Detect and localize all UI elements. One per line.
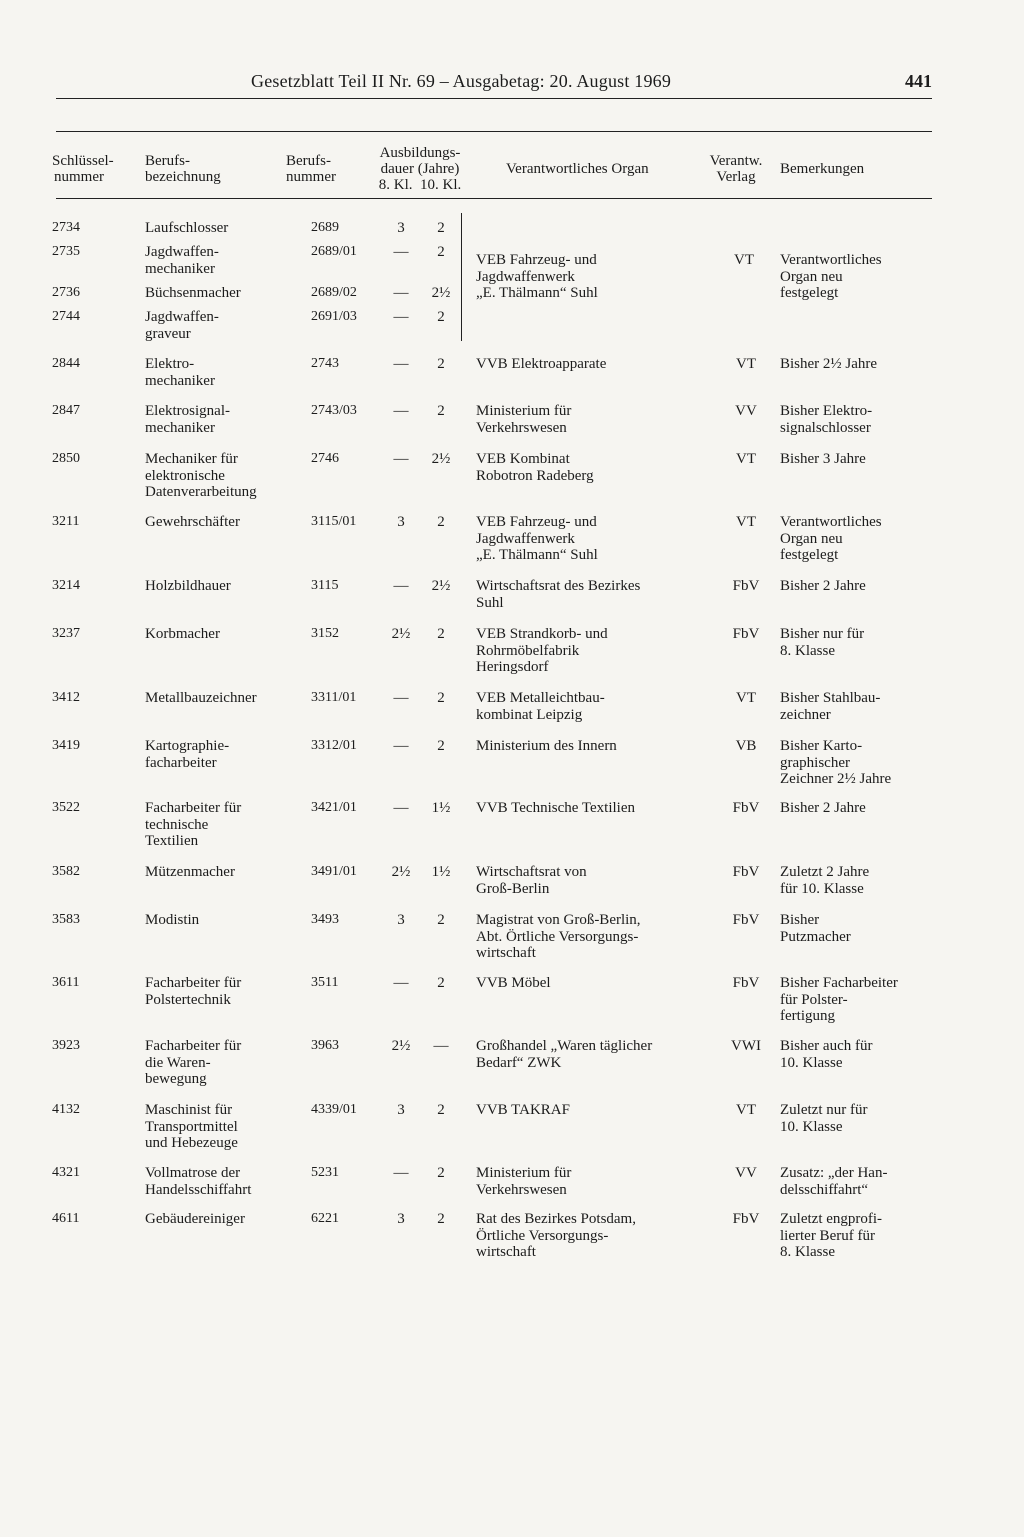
row-organ: VVB TAKRAF — [476, 1102, 570, 1118]
row-number: 3312/01 — [311, 738, 357, 753]
row-publisher: FbV — [732, 626, 760, 642]
group-organ: VEB Fahrzeug- und Jagdwaffenwerk „E. Thälmann“ Suhl — [476, 252, 598, 301]
row-key: 2844 — [52, 356, 80, 371]
row-duration-10: 2 — [437, 1102, 445, 1118]
row-name: Holzbildhauer — [145, 578, 231, 594]
row-duration-10: 2 — [437, 356, 445, 372]
column-header-key: Schlüssel- nummer — [52, 153, 114, 185]
row-organ: VVB Möbel — [476, 975, 551, 991]
row-duration-10: 2 — [437, 912, 445, 928]
row-name: Jagdwaffen- mechaniker — [145, 244, 219, 277]
row-organ: Rat des Bezirkes Potsdam, Örtliche Versorgungs- wirtschaft — [476, 1211, 636, 1260]
row-duration-8: 2½ — [391, 626, 411, 642]
row-name: Facharbeiter für technische Textilien — [145, 800, 242, 849]
row-number: 3511 — [311, 975, 339, 990]
column-header-publisher: Verantw. Verlag — [709, 153, 763, 185]
row-duration-8: — — [393, 975, 409, 991]
row-name: Gebäudereiniger — [145, 1211, 245, 1227]
page-header — [56, 68, 932, 98]
row-name: Büchsenmacher — [145, 285, 241, 301]
row-key: 3419 — [52, 738, 80, 753]
row-key: 3237 — [52, 626, 80, 641]
row-name: Facharbeiter für die Waren- bewegung — [145, 1038, 242, 1087]
row-number: 2743 — [311, 356, 339, 371]
row-key: 3923 — [52, 1038, 80, 1053]
row-organ: Wirtschaftsrat des Bezirkes Suhl — [476, 578, 641, 611]
row-key: 4611 — [52, 1211, 80, 1226]
row-duration-8: 2½ — [391, 864, 411, 880]
row-publisher: VV — [735, 403, 757, 419]
group-brace — [461, 213, 470, 341]
row-remarks: Bisher 3 Jahre — [780, 451, 866, 467]
row-remarks: Bisher Stahlbau- zeichner — [780, 690, 881, 723]
row-organ: Ministerium des Innern — [476, 738, 617, 754]
row-remarks: Zuletzt 2 Jahre für 10. Klasse — [780, 864, 870, 897]
row-number: 3115 — [311, 578, 339, 593]
row-number: 2743/03 — [311, 403, 357, 418]
row-name: Facharbeiter für Polstertechnik — [145, 975, 242, 1008]
row-duration-10: 2 — [437, 1165, 445, 1181]
row-remarks: Bisher nur für 8. Klasse — [780, 626, 865, 659]
row-key: 2850 — [52, 451, 80, 466]
row-remarks: Zuletzt nur für 10. Klasse — [780, 1102, 868, 1135]
row-key: 2744 — [52, 309, 80, 324]
row-duration-10: 2 — [437, 403, 445, 419]
row-duration-10: 2½ — [431, 578, 451, 594]
row-duration-10: 2 — [437, 514, 445, 530]
group-publisher: VT — [734, 252, 754, 268]
row-number: 3421/01 — [311, 800, 357, 815]
row-publisher: VB — [735, 738, 757, 754]
row-number: 2689/01 — [311, 244, 357, 259]
row-number: 6221 — [311, 1211, 339, 1226]
row-duration-10: 1½ — [431, 864, 451, 880]
row-duration-8: — — [393, 309, 409, 325]
row-duration-8: — — [393, 800, 409, 816]
row-number: 3493 — [311, 912, 339, 927]
column-header-name: Berufs- bezeichnung — [145, 153, 221, 185]
group-remarks: Verantwortliches Organ neu festgelegt — [780, 252, 882, 301]
row-duration-10: 2 — [437, 220, 445, 236]
row-number: 5231 — [311, 1165, 339, 1180]
column-header-duration: Ausbildungs- dauer (Jahre) 8. Kl. 10. Kl. — [378, 145, 462, 193]
row-name: Jagdwaffen- graveur — [145, 309, 219, 342]
row-remarks: Bisher auch für 10. Klasse — [780, 1038, 873, 1071]
row-duration-10: 2 — [437, 309, 445, 325]
row-publisher: VT — [736, 451, 756, 467]
row-key: 3611 — [52, 975, 80, 990]
row-name: Korbmacher — [145, 626, 220, 642]
row-duration-8: — — [393, 244, 409, 260]
row-organ: Großhandel „Waren täglicher Bedarf“ ZWK — [476, 1038, 653, 1071]
header-rule — [56, 98, 932, 99]
row-publisher: VT — [736, 1102, 756, 1118]
row-key: 2735 — [52, 244, 80, 259]
table-top-rule — [56, 131, 932, 132]
row-name: Elektro- mechaniker — [145, 356, 215, 389]
row-name: Metallbauzeichner — [145, 690, 257, 706]
row-key: 3412 — [52, 690, 80, 705]
row-duration-10: 2 — [437, 1211, 445, 1227]
table-header-rule — [56, 198, 932, 199]
row-key: 2734 — [52, 220, 80, 235]
row-duration-10: 2½ — [431, 285, 451, 301]
row-publisher: FbV — [732, 1211, 760, 1227]
column-header-organ: Verantwortliches Organ — [506, 161, 649, 177]
row-duration-10: 2 — [437, 690, 445, 706]
column-header-number: Berufs- nummer — [286, 153, 336, 185]
row-publisher: VT — [736, 690, 756, 706]
row-duration-8: — — [393, 403, 409, 419]
row-number: 3963 — [311, 1038, 339, 1053]
row-key: 3522 — [52, 800, 80, 815]
row-key: 2847 — [52, 403, 80, 418]
row-name: Kartographie- facharbeiter — [145, 738, 230, 771]
row-key: 3214 — [52, 578, 80, 593]
row-remarks: Zuletzt engprofi- lierter Beruf für 8. Klasse — [780, 1211, 883, 1260]
row-number: 4339/01 — [311, 1102, 357, 1117]
row-name: Mechaniker für elektronische Datenverarbeitung — [145, 451, 257, 500]
row-duration-10: 2 — [437, 626, 445, 642]
row-key: 3583 — [52, 912, 80, 927]
row-duration-10: 2 — [437, 975, 445, 991]
row-key: 4321 — [52, 1165, 80, 1180]
row-number: 3311/01 — [311, 690, 357, 705]
row-organ: VEB Strandkorb- und Rohrmöbelfabrik Heringsdorf — [476, 626, 608, 675]
row-name: Maschinist für Transportmittel und Hebezeuge — [145, 1102, 238, 1151]
row-remarks: Verantwortliches Organ neu festgelegt — [780, 514, 882, 563]
row-duration-8: — — [393, 451, 409, 467]
row-remarks: Bisher Facharbeiter für Polster- fertigung — [780, 975, 898, 1024]
row-organ: Wirtschaftsrat von Groß-Berlin — [476, 864, 587, 897]
row-duration-10: — — [433, 1038, 449, 1054]
row-duration-8: 3 — [397, 220, 405, 236]
row-remarks: Bisher 2 Jahre — [780, 800, 866, 816]
row-number: 2689/02 — [311, 285, 357, 300]
row-publisher: VWI — [731, 1038, 761, 1054]
row-number: 2689 — [311, 220, 339, 235]
row-duration-8: — — [393, 285, 409, 301]
row-key: 3211 — [52, 514, 80, 529]
row-organ: VEB Kombinat Robotron Radeberg — [476, 451, 594, 484]
row-duration-8: — — [393, 356, 409, 372]
row-key: 4132 — [52, 1102, 80, 1117]
row-duration-10: 1½ — [431, 800, 451, 816]
row-organ: VEB Fahrzeug- und Jagdwaffenwerk „E. Thälmann“ Suhl — [476, 514, 598, 563]
row-organ: VVB Technische Textilien — [476, 800, 635, 816]
row-duration-8: 2½ — [391, 1038, 411, 1054]
row-duration-8: — — [393, 1165, 409, 1181]
row-duration-8: 3 — [397, 1102, 405, 1118]
column-header-remarks: Bemerkungen — [780, 161, 865, 177]
row-duration-8: 3 — [397, 912, 405, 928]
row-key: 2736 — [52, 285, 80, 300]
row-duration-8: — — [393, 578, 409, 594]
row-publisher: VV — [735, 1165, 757, 1181]
row-organ: VEB Metalleichtbau- kombinat Leipzig — [476, 690, 605, 723]
row-duration-8: 3 — [397, 1211, 405, 1227]
row-remarks: Bisher Elektro- signalschlosser — [780, 403, 873, 436]
row-remarks: Bisher 2½ Jahre — [780, 356, 878, 372]
row-remarks: Zusatz: „der Han- delsschiffahrt“ — [780, 1165, 888, 1198]
row-number: 2746 — [311, 451, 339, 466]
row-organ: Ministerium für Verkehrswesen — [476, 403, 572, 436]
row-publisher: FbV — [732, 912, 760, 928]
row-organ: Magistrat von Groß-Berlin, Abt. Örtliche Versorgungs- wirtschaft — [476, 912, 641, 961]
row-publisher: FbV — [732, 975, 760, 991]
row-duration-8: — — [393, 738, 409, 754]
row-name: Mützenmacher — [145, 864, 235, 880]
row-duration-10: 2½ — [431, 451, 451, 467]
row-name: Vollmatrose der Handelsschiffahrt — [145, 1165, 252, 1198]
row-number: 3152 — [311, 626, 339, 641]
row-number: 3491/01 — [311, 864, 357, 879]
row-duration-8: — — [393, 690, 409, 706]
row-remarks: Bisher Karto- graphischer Zeichner 2½ Jahre — [780, 738, 892, 787]
row-duration-8: 3 — [397, 514, 405, 530]
row-organ: Ministerium für Verkehrswesen — [476, 1165, 572, 1198]
row-name: Elektrosignal- mechaniker — [145, 403, 230, 436]
row-remarks: Bisher 2 Jahre — [780, 578, 866, 594]
row-key: 3582 — [52, 864, 80, 879]
row-publisher: FbV — [732, 578, 760, 594]
row-publisher: VT — [736, 356, 756, 372]
page-number: 441 — [905, 71, 932, 91]
row-name: Gewehrschäfter — [145, 514, 240, 530]
row-organ: VVB Elektroapparate — [476, 356, 607, 372]
row-name: Laufschlosser — [145, 220, 229, 236]
row-publisher: FbV — [732, 800, 760, 816]
row-publisher: FbV — [732, 864, 760, 880]
row-number: 3115/01 — [311, 514, 357, 529]
row-publisher: VT — [736, 514, 756, 530]
row-remarks: Bisher Putzmacher — [780, 912, 851, 945]
page-title: Gesetzblatt Teil II Nr. 69 – Ausgabetag: 20. August 1969 — [251, 71, 672, 91]
row-name: Modistin — [145, 912, 200, 928]
row-duration-10: 2 — [437, 738, 445, 754]
row-duration-10: 2 — [437, 244, 445, 260]
row-number: 2691/03 — [311, 309, 357, 324]
